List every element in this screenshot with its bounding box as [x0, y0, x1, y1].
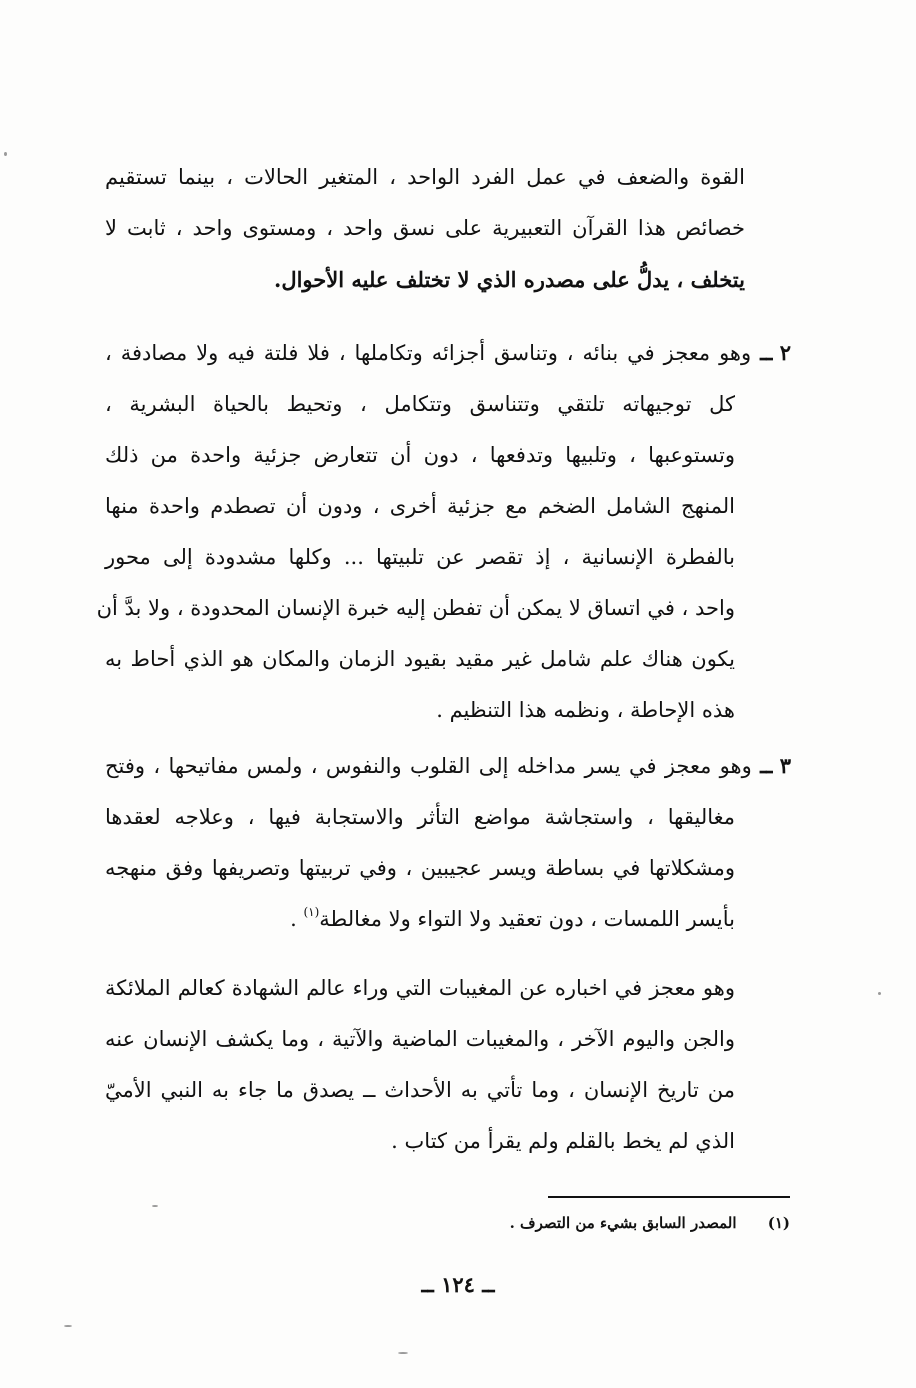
intro-paragraph	[105, 152, 745, 305]
text-line: بالفطرة الإنسانية ، إذ تقصر عن تلبيتها ... وكلها مشدودة إلى محور	[105, 545, 735, 569]
scan-speck	[4, 152, 7, 156]
scan-speck	[398, 1352, 408, 1354]
text-line: المنهج الشامل الضخم مع جزئية أخرى ، ودون أن تصطدم واحدة منها	[105, 494, 735, 518]
text-line: خصائص هذا القرآن التعبيرية على نسق واحد ، ومستوى واحد ، ثابت لا	[105, 216, 745, 240]
text-line: مغاليقها ، واستجاشة مواضع التأثر والاستجابة فيها ، وعلاجه لعقدها	[105, 805, 735, 829]
text-line: ومشكلاتها في بساطة ويسر عجيبين ، وفي تربيتها وتصريفها وفق منهجه	[105, 856, 735, 880]
text-line: القوة والضعف في عمل الفرد الواحد ، المتغير الحالات ، بينما تستقيم	[105, 165, 745, 189]
text-line: واحد ، في اتساق لا يمكن أن تفطن إليه خبرة الإنسان المحدودة ، ولا بدَّ أن	[96, 596, 735, 620]
closing-paragraph	[105, 963, 791, 1167]
footnote-reference[interactable]: (١)	[303, 905, 320, 919]
text-line	[105, 740, 791, 792]
footnote-text: المصدر السابق بشيء من التصرف .	[509, 1214, 737, 1232]
text-line	[105, 327, 791, 379]
scan-speck	[878, 992, 881, 995]
numbered-item-3	[105, 740, 791, 945]
item-number: ٢ ــ	[760, 340, 791, 365]
text-line: كل توجيهاته تلتقي وتتناسق وتتكامل ، وتحيط بالحياة البشرية ،	[105, 392, 735, 416]
text-line: يكون هناك علم شامل غير مقيد بقيود الزمان والمكان هو الذي أحاط به	[105, 647, 735, 671]
footnote	[510, 1208, 790, 1238]
footnote-number: (١)	[767, 1214, 790, 1232]
text-line: من تاريخ الإنسان ، وما تأتي به الأحداث ــ يصدق ما جاء به النبي الأميّ	[105, 1078, 735, 1102]
numbered-item-2	[96, 327, 791, 736]
text-line: والجن واليوم الآخر ، والمغيبات الماضية والآتية ، وما يكشف الإنسان عنه	[105, 1027, 735, 1051]
footnote-divider	[548, 1196, 790, 1198]
scan-speck	[64, 1325, 72, 1327]
text-line: هذه الإحاطة ، ونظمه هذا التنظيم .	[436, 698, 735, 722]
scan-speck	[152, 1205, 158, 1207]
item-line: بأيسر اللمسات ، دون تعقيد ولا التواء ولا مغالطة	[319, 907, 735, 931]
text-line: وتستوعبها ، وتلبيها وتدفعها ، دون أن تتعارض جزئية واحدة من ذلك	[105, 443, 735, 467]
item-line: وهو معجز في بنائه ، وتناسق أجزائه وتكاملها ، فلا فلتة فيه ولا مصادفة ،	[105, 341, 752, 365]
text-line	[105, 894, 791, 945]
text-line: الذي لم يخط بالقلم ولم يقرأ من كتاب .	[391, 1129, 735, 1153]
item-number: ٣ ــ	[760, 753, 791, 778]
text-line: وهو معجز في اخباره عن المغيبات التي وراء عالم الشهادة كعالم الملائكة	[105, 976, 735, 1000]
page-number: ــ ١٢٤ ــ	[421, 1272, 495, 1297]
line-end: .	[290, 907, 304, 931]
item-line: وهو معجز في يسر مداخله إلى القلوب والنفوس ، ولمس مفاتيحها ، وفتح	[105, 754, 752, 778]
text-line: يتخلف ، يدلُّ على مصدره الذي لا تختلف عليه الأحوال.	[274, 267, 745, 292]
